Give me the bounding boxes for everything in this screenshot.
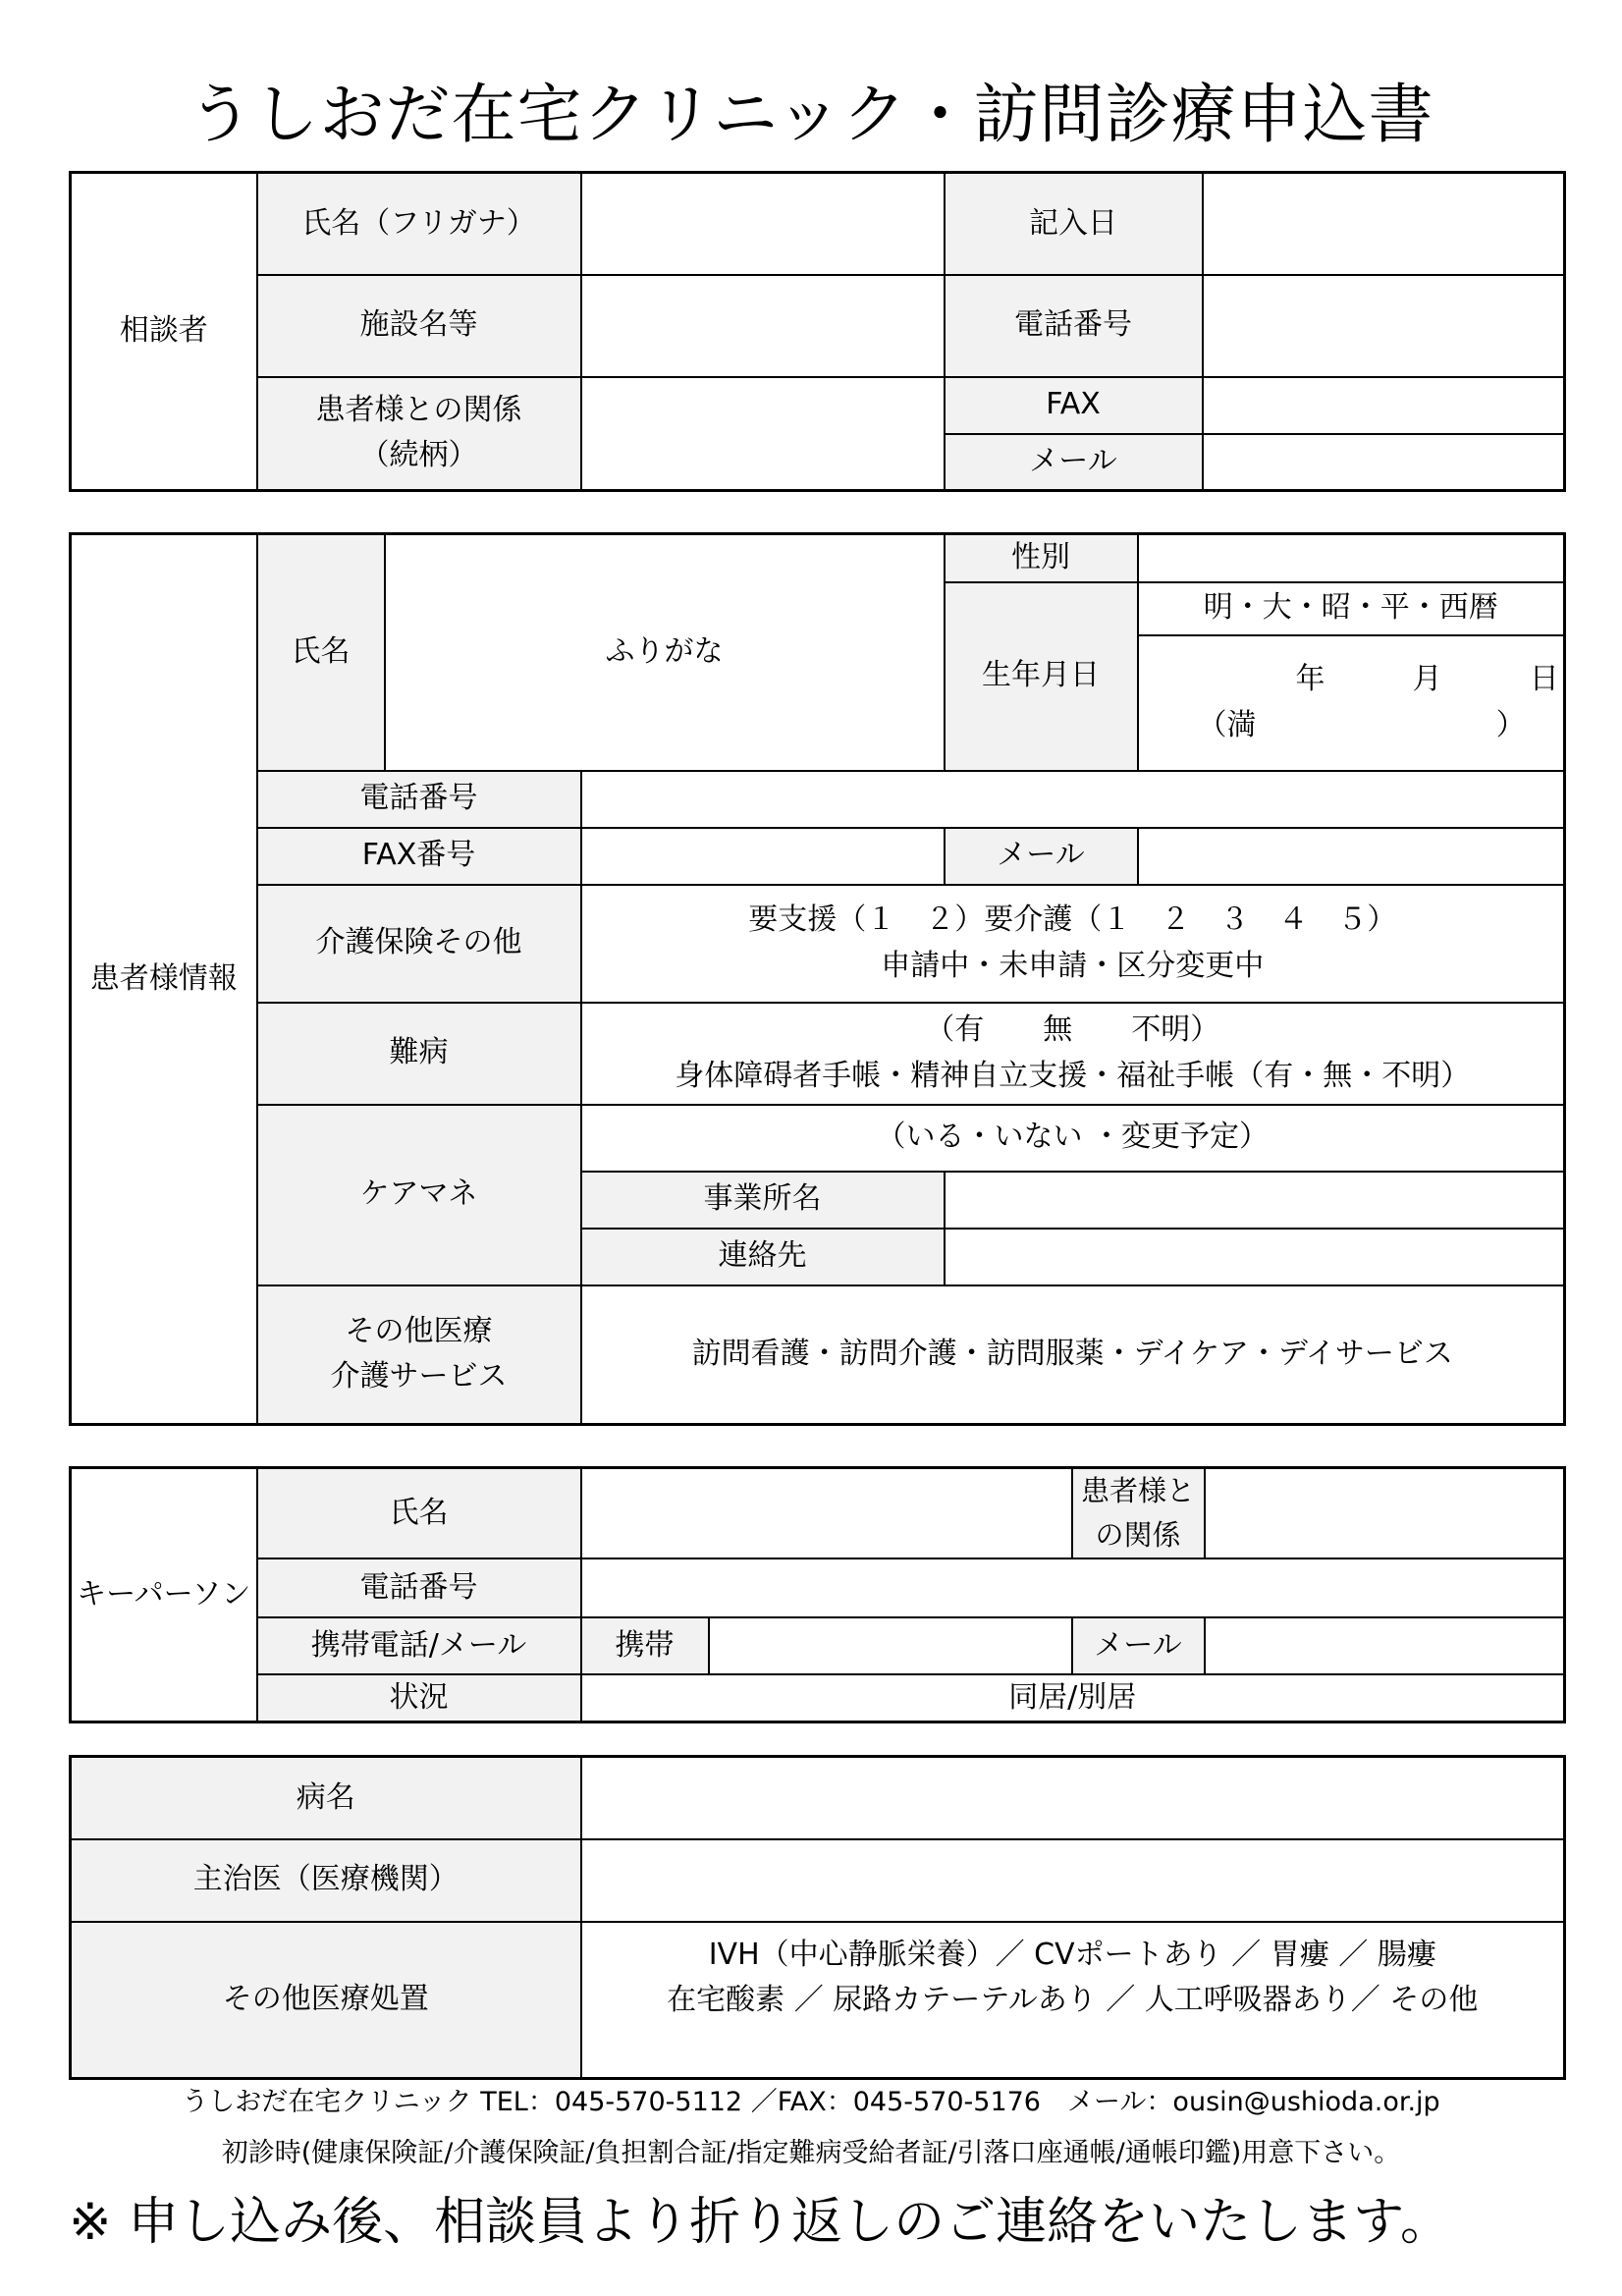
- keyperson-name-label: 氏名: [257, 1468, 581, 1558]
- year-label: 年: [1295, 662, 1325, 696]
- consultant-section-label: 相談者: [71, 173, 257, 491]
- consultant-fax-label: FAX: [945, 377, 1203, 434]
- patient-mail-label: メール: [945, 828, 1138, 885]
- other-services-label-line2: 介護サービス: [330, 1359, 508, 1394]
- patient-disease-field[interactable]: [581, 1003, 1565, 1105]
- callback-notice: ※ 申し込み後、相談員より折り返しのご連絡をいたします。: [69, 2193, 1451, 2252]
- keyperson-mail-sublabel: メール: [1072, 1617, 1205, 1674]
- patient-care-label: 介護保険その他: [257, 885, 581, 1003]
- keyperson-table: [69, 1466, 1566, 1723]
- doctor-field[interactable]: [581, 1839, 1565, 1922]
- keyperson-phone-label: 電話番号: [257, 1558, 581, 1617]
- caremanager-office-field[interactable]: [945, 1172, 1565, 1229]
- treatment-options-line2: 在宅酸素 ／ 尿路カテーテルあり ／ 人工呼吸器あり／ その他: [667, 1983, 1479, 2017]
- patient-phone-label: 電話番号: [257, 771, 581, 828]
- caremanager-contact-field[interactable]: [945, 1229, 1565, 1285]
- keyperson-relation-label: 患者様との関係: [1072, 1468, 1205, 1558]
- patient-birthdate-field[interactable]: [1138, 635, 1565, 771]
- disease-options: （有 無 不明）: [925, 1012, 1220, 1047]
- required-documents-note: 初診時(健康保険証/介護保険証/負担割合証/指定難病受給者証/引落口座通帳/通帳印鑑)用意下さい。: [221, 2138, 1401, 2168]
- patient-birth-label: 生年月日: [945, 582, 1138, 771]
- doctor-label: 主治医（医療機関）: [71, 1839, 581, 1922]
- patient-name-field[interactable]: [385, 534, 945, 771]
- consultant-phone-label: 電話番号: [945, 275, 1203, 377]
- consultant-name-label: 氏名（フリガナ）: [257, 173, 581, 275]
- keyperson-name-field[interactable]: [581, 1468, 1072, 1558]
- consultant-relation-label: [257, 377, 581, 491]
- other-services-options[interactable]: 訪問看護・訪問介護・訪問服薬・デイケア・デイサービス: [581, 1285, 1565, 1425]
- consultant-mail-field[interactable]: [1203, 434, 1565, 491]
- other-services-label-line1: その他医療: [345, 1313, 493, 1348]
- care-status-options: 申請中・未申請・区分変更中: [881, 948, 1265, 983]
- month-label: 月: [1412, 662, 1442, 696]
- treatment-options[interactable]: [581, 1922, 1565, 2079]
- consultant-relation-field[interactable]: [581, 377, 945, 491]
- patient-caremanager-label: ケアマネ: [257, 1105, 581, 1285]
- furigana-label: ふりがな: [605, 634, 724, 669]
- age-line: [1198, 703, 1564, 749]
- handbook-options: 身体障碍者手帳・精神自立支援・福祉手帳（有・無・不明）: [675, 1058, 1471, 1093]
- patient-table: [69, 532, 1566, 1426]
- caremanager-status-options[interactable]: （いる・いない ・変更予定）: [581, 1105, 1565, 1172]
- consultant-table: [69, 171, 1566, 492]
- birth-date-line: [1198, 657, 1564, 703]
- caremanager-office-label: 事業所名: [581, 1172, 945, 1229]
- keyperson-section-label: キーパーソン: [71, 1468, 257, 1722]
- keyperson-status-options[interactable]: 同居/別居: [581, 1674, 1565, 1722]
- consultant-phone-field[interactable]: [1203, 275, 1565, 377]
- consultant-date-field[interactable]: [1203, 173, 1565, 275]
- patient-era-options[interactable]: 明・大・昭・平・西暦: [1138, 582, 1565, 635]
- consultant-date-label: 記入日: [945, 173, 1203, 275]
- patient-sex-field[interactable]: [1138, 534, 1565, 582]
- treatment-label: その他医療処置: [71, 1922, 581, 2079]
- patient-care-field[interactable]: [581, 885, 1565, 1003]
- patient-name-label: 氏名: [257, 534, 385, 771]
- patient-fax-field[interactable]: [581, 828, 945, 885]
- disease-name-field[interactable]: [581, 1757, 1565, 1839]
- keyperson-phone-field[interactable]: [581, 1558, 1565, 1617]
- other-services-label: [257, 1285, 581, 1425]
- keyperson-mail-field[interactable]: [1205, 1617, 1565, 1674]
- consultant-facility-field[interactable]: [581, 275, 945, 377]
- age-close-label: ）: [1495, 707, 1526, 742]
- day-label: 日: [1529, 662, 1559, 696]
- patient-disease-label: 難病: [257, 1003, 581, 1105]
- consultant-fax-field[interactable]: [1203, 377, 1565, 434]
- keyperson-mobile-field[interactable]: [709, 1617, 1072, 1674]
- patient-sex-label: 性別: [945, 534, 1138, 582]
- patient-phone-field[interactable]: [581, 771, 1565, 828]
- keyperson-mobile-label: 携帯電話/メール: [257, 1617, 581, 1674]
- consultant-facility-label: 施設名等: [257, 275, 581, 377]
- page-title: うしおだ在宅クリニック・訪問診療申込書: [188, 77, 1434, 152]
- care-level-options: 要支援（１ ２）要介護（１ ２ ３ ４ ５）: [748, 902, 1397, 937]
- caremanager-contact-label: 連絡先: [581, 1229, 945, 1285]
- patient-mail-field[interactable]: [1138, 828, 1565, 885]
- clinic-contact-info: うしおだ在宅クリニック TEL：045-570-5112 ／FAX：045-570-5176 メール：ousin@ushioda.or.jp: [182, 2087, 1440, 2117]
- disease-name-label: 病名: [71, 1757, 581, 1839]
- relation-label-line2: （続柄）: [359, 438, 478, 473]
- keyperson-mobile-sublabel: 携帯: [581, 1617, 709, 1674]
- keyperson-relation-field[interactable]: [1205, 1468, 1565, 1558]
- keyperson-status-label: 状況: [257, 1674, 581, 1722]
- age-open-label: （満: [1197, 707, 1257, 742]
- consultant-name-field[interactable]: [581, 173, 945, 275]
- patient-section-label: 患者様情報: [71, 534, 257, 1425]
- relation-label-line1: 患者様との関係: [315, 392, 522, 427]
- treatment-options-line1: IVH（中心静脈栄養）／ CVポートあり ／ 胃瘻 ／ 腸瘻: [708, 1937, 1436, 1972]
- medical-table: [69, 1755, 1566, 2080]
- patient-fax-label: FAX番号: [257, 828, 581, 885]
- consultant-mail-label: メール: [945, 434, 1203, 491]
